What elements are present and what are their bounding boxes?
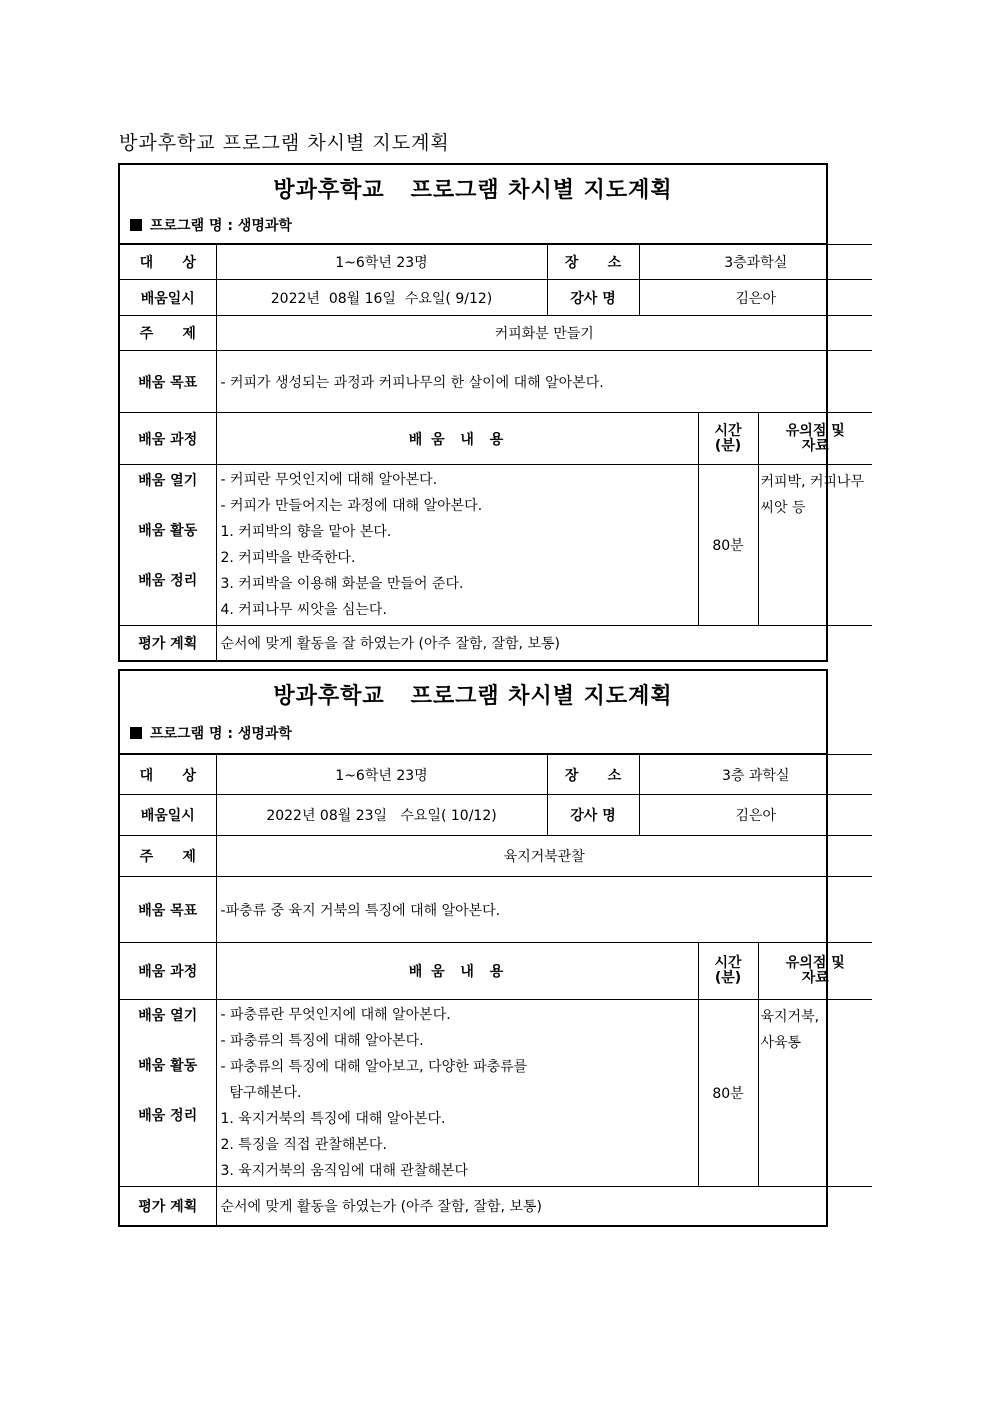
phase-list [120,1000,216,1187]
place-value: 3층과학실 [639,245,872,280]
topic-value: 커피화분 만들기 [216,316,872,351]
date-label: 배움일시 [120,280,216,316]
materials-value: 육지거북, 사육통 [758,1000,872,1187]
topic-label: 주 제 [120,316,216,351]
goal-value: - 커피가 생성되는 과정과 커피나무의 한 살이에 대해 알아본다. [216,351,872,413]
teacher-label: 강사 명 [547,795,639,836]
square-bullet-icon [130,727,142,739]
goal-label: 배움 목표 [120,351,216,413]
place-label: 장 소 [547,755,639,795]
content-line: 3. 커피박을 이용해 화분을 만들어 준다. [220,576,464,592]
page-heading: 방과후학교 프로그램 차시별 지도계획 [119,132,450,154]
program-name: 프로그램 명 : 생명과학 [130,215,292,235]
lesson-plan-1 [118,163,865,662]
lesson-plan-2 [118,669,845,1227]
date-label: 배움일시 [120,795,216,836]
phase-item: 배움 정리 [138,1108,198,1124]
content-line: 1. 커피박의 향을 맡아 본다. [220,524,392,540]
materials-value: 커피박, 커피나무 씨앗 등 [758,465,872,626]
content-list [216,465,698,626]
phase-item: 배움 열기 [138,473,198,489]
content-line: 1. 육지거북의 특징에 대해 알아본다. [220,1111,446,1127]
target-value: 1~6학년 23명 [216,755,547,795]
content-line: 4. 커피나무 씨앗을 심는다. [220,602,387,618]
content-list [216,1000,698,1187]
phase-item: 배움 정리 [138,573,198,589]
eval-label: 평가 계획 [120,1187,216,1225]
program-name: 프로그램 명 : 생명과학 [130,723,292,743]
content-header: 배 움 내 용 [216,943,698,1000]
time-header: 시간 (분) [698,413,758,465]
plan-header [120,165,826,244]
phase-item: 배움 활동 [138,523,198,539]
date-value: 2022년 08월 23일 수요일( 10/12) [216,795,547,836]
topic-label: 주 제 [120,836,216,877]
eval-value: 순서에 맞게 활동을 잘 하였는가 (아주 잘함, 잘함, 보통) [216,626,872,660]
plan-title: 방과후학교 프로그램 차시별 지도계획 [273,683,673,709]
time-value: 80분 [698,1000,758,1187]
content-line: - 커피란 무엇인지에 대해 알아본다. [220,472,438,488]
content-line: - 파충류의 특징에 대해 알아본다. [220,1033,424,1049]
eval-value: 순서에 맞게 활동을 하였는가 (아주 잘함, 잘함, 보통) [216,1187,872,1225]
content-line: 탐구해본다. [220,1085,302,1101]
time-header: 시간 (분) [698,943,758,1000]
target-label: 대 상 [120,245,216,280]
teacher-label: 강사 명 [547,280,639,316]
notes-header: 유의점 및 자료 [758,413,872,465]
goal-value: -파충류 중 육지 거북의 특징에 대해 알아본다. [216,877,872,943]
teacher-value: 김은아 [639,795,872,836]
plan-table [120,244,872,660]
plan-title: 방과후학교 프로그램 차시별 지도계획 [273,177,673,203]
notes-header: 유의점 및 자료 [758,943,872,1000]
phase-item: 배움 활동 [138,1058,198,1074]
content-header: 배 움 내 용 [216,413,698,465]
plan-header [120,671,826,754]
content-line: - 파충류란 무엇인지에 대해 알아본다. [220,1007,451,1023]
time-value: 80분 [698,465,758,626]
content-line: 2. 커피박을 반죽한다. [220,550,356,566]
topic-value: 육지거북관찰 [216,836,872,877]
teacher-value: 김은아 [639,280,872,316]
square-bullet-icon [130,219,142,231]
content-line: - 커피가 만들어지는 과정에 대해 알아본다. [220,498,483,514]
place-value: 3층 과학실 [639,755,872,795]
content-line: 2. 특징을 직접 관찰해본다. [220,1137,387,1153]
eval-label: 평가 계획 [120,626,216,660]
target-label: 대 상 [120,755,216,795]
phase-list [120,465,216,626]
target-value: 1~6학년 23명 [216,245,547,280]
plan-table [120,754,872,1225]
process-label: 배움 과정 [120,413,216,465]
content-line: 3. 육지거북의 움직임에 대해 관찰해본다 [220,1163,469,1179]
phase-item: 배움 열기 [138,1008,198,1024]
place-label: 장 소 [547,245,639,280]
process-label: 배움 과정 [120,943,216,1000]
date-value: 2022년 08월 16일 수요일( 9/12) [216,280,547,316]
content-line: - 파충류의 특징에 대해 알아보고, 다양한 파충류를 [220,1059,528,1075]
goal-label: 배움 목표 [120,877,216,943]
